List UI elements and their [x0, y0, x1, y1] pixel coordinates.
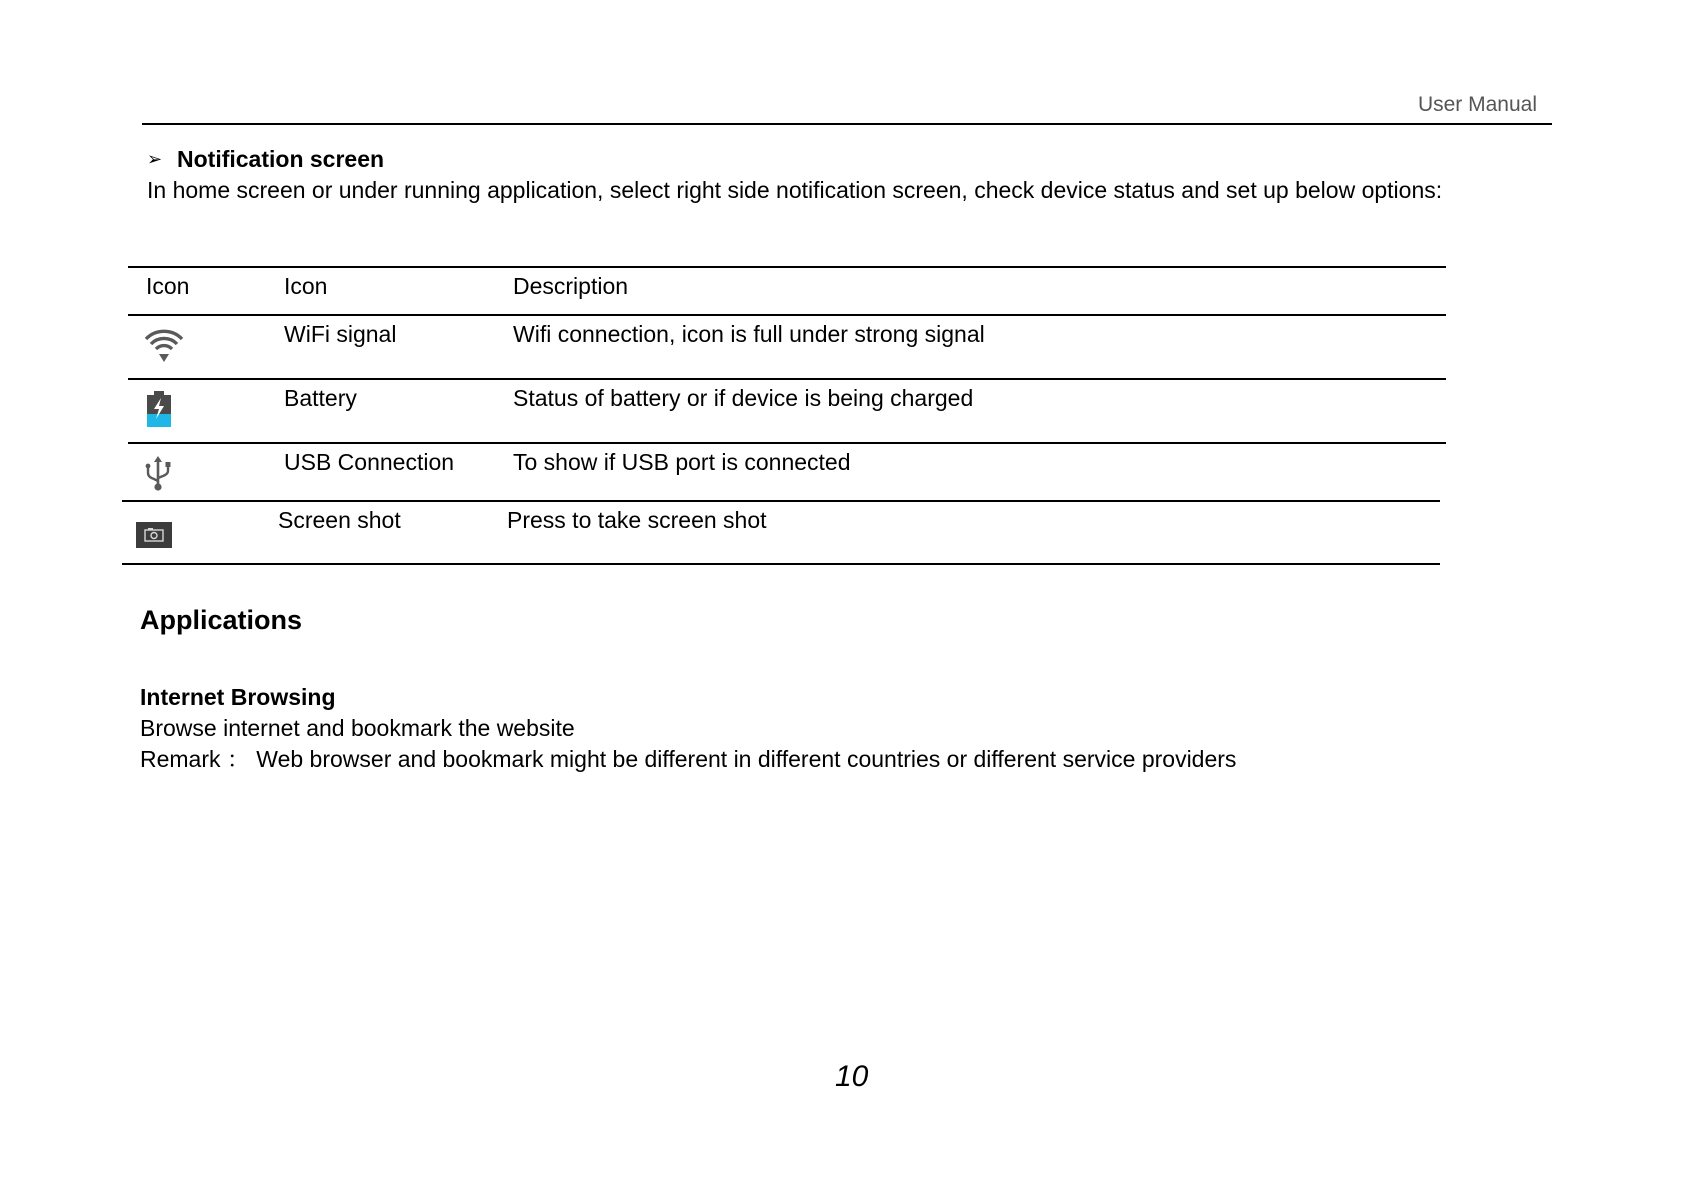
- notification-icons-table: [128, 266, 1446, 565]
- row-description: Wifi connection, icon is full under strong signal: [513, 321, 985, 347]
- notification-heading-text: Notification screen: [177, 146, 385, 172]
- row-description: To show if USB port is connected: [513, 449, 851, 475]
- internet-browsing-description: Browse internet and bookmark the website: [140, 715, 575, 741]
- row-name: Battery: [284, 385, 357, 411]
- notification-heading: [147, 146, 384, 172]
- table-header-icon: Icon: [146, 273, 190, 299]
- table-header-name: Icon: [284, 273, 328, 299]
- row-description: Status of battery or if device is being charged: [513, 385, 974, 411]
- table-row: [128, 378, 1446, 442]
- header-title: User Manual: [1417, 93, 1537, 116]
- internet-browsing-heading: Internet Browsing: [140, 684, 336, 710]
- usb-icon: [144, 456, 172, 497]
- table-row: [122, 500, 1440, 565]
- row-name: Screen shot: [278, 507, 401, 533]
- row-name: WiFi signal: [284, 321, 397, 347]
- row-name: USB Connection: [284, 449, 455, 475]
- table-header-row: [128, 266, 1446, 314]
- page-number: 10: [835, 1060, 869, 1093]
- header-rule: [142, 123, 1552, 125]
- applications-heading: Applications: [140, 605, 303, 635]
- wifi-icon: [144, 329, 184, 370]
- table-row: [128, 442, 1446, 500]
- battery-charging-icon: [146, 391, 172, 432]
- notification-intro: In home screen or under running application, select right side notification screen, check device status and set up below options:: [147, 177, 1443, 203]
- screenshot-icon: [136, 522, 172, 553]
- table-row: [128, 314, 1446, 378]
- table-header-description: Description: [513, 273, 629, 299]
- arrow-bullet-icon: ➢: [147, 149, 163, 169]
- row-description: Press to take screen shot: [507, 507, 767, 533]
- internet-browsing-remark: Remark ： Web browser and bookmark might be different in different countries or different service providers: [140, 746, 1237, 772]
